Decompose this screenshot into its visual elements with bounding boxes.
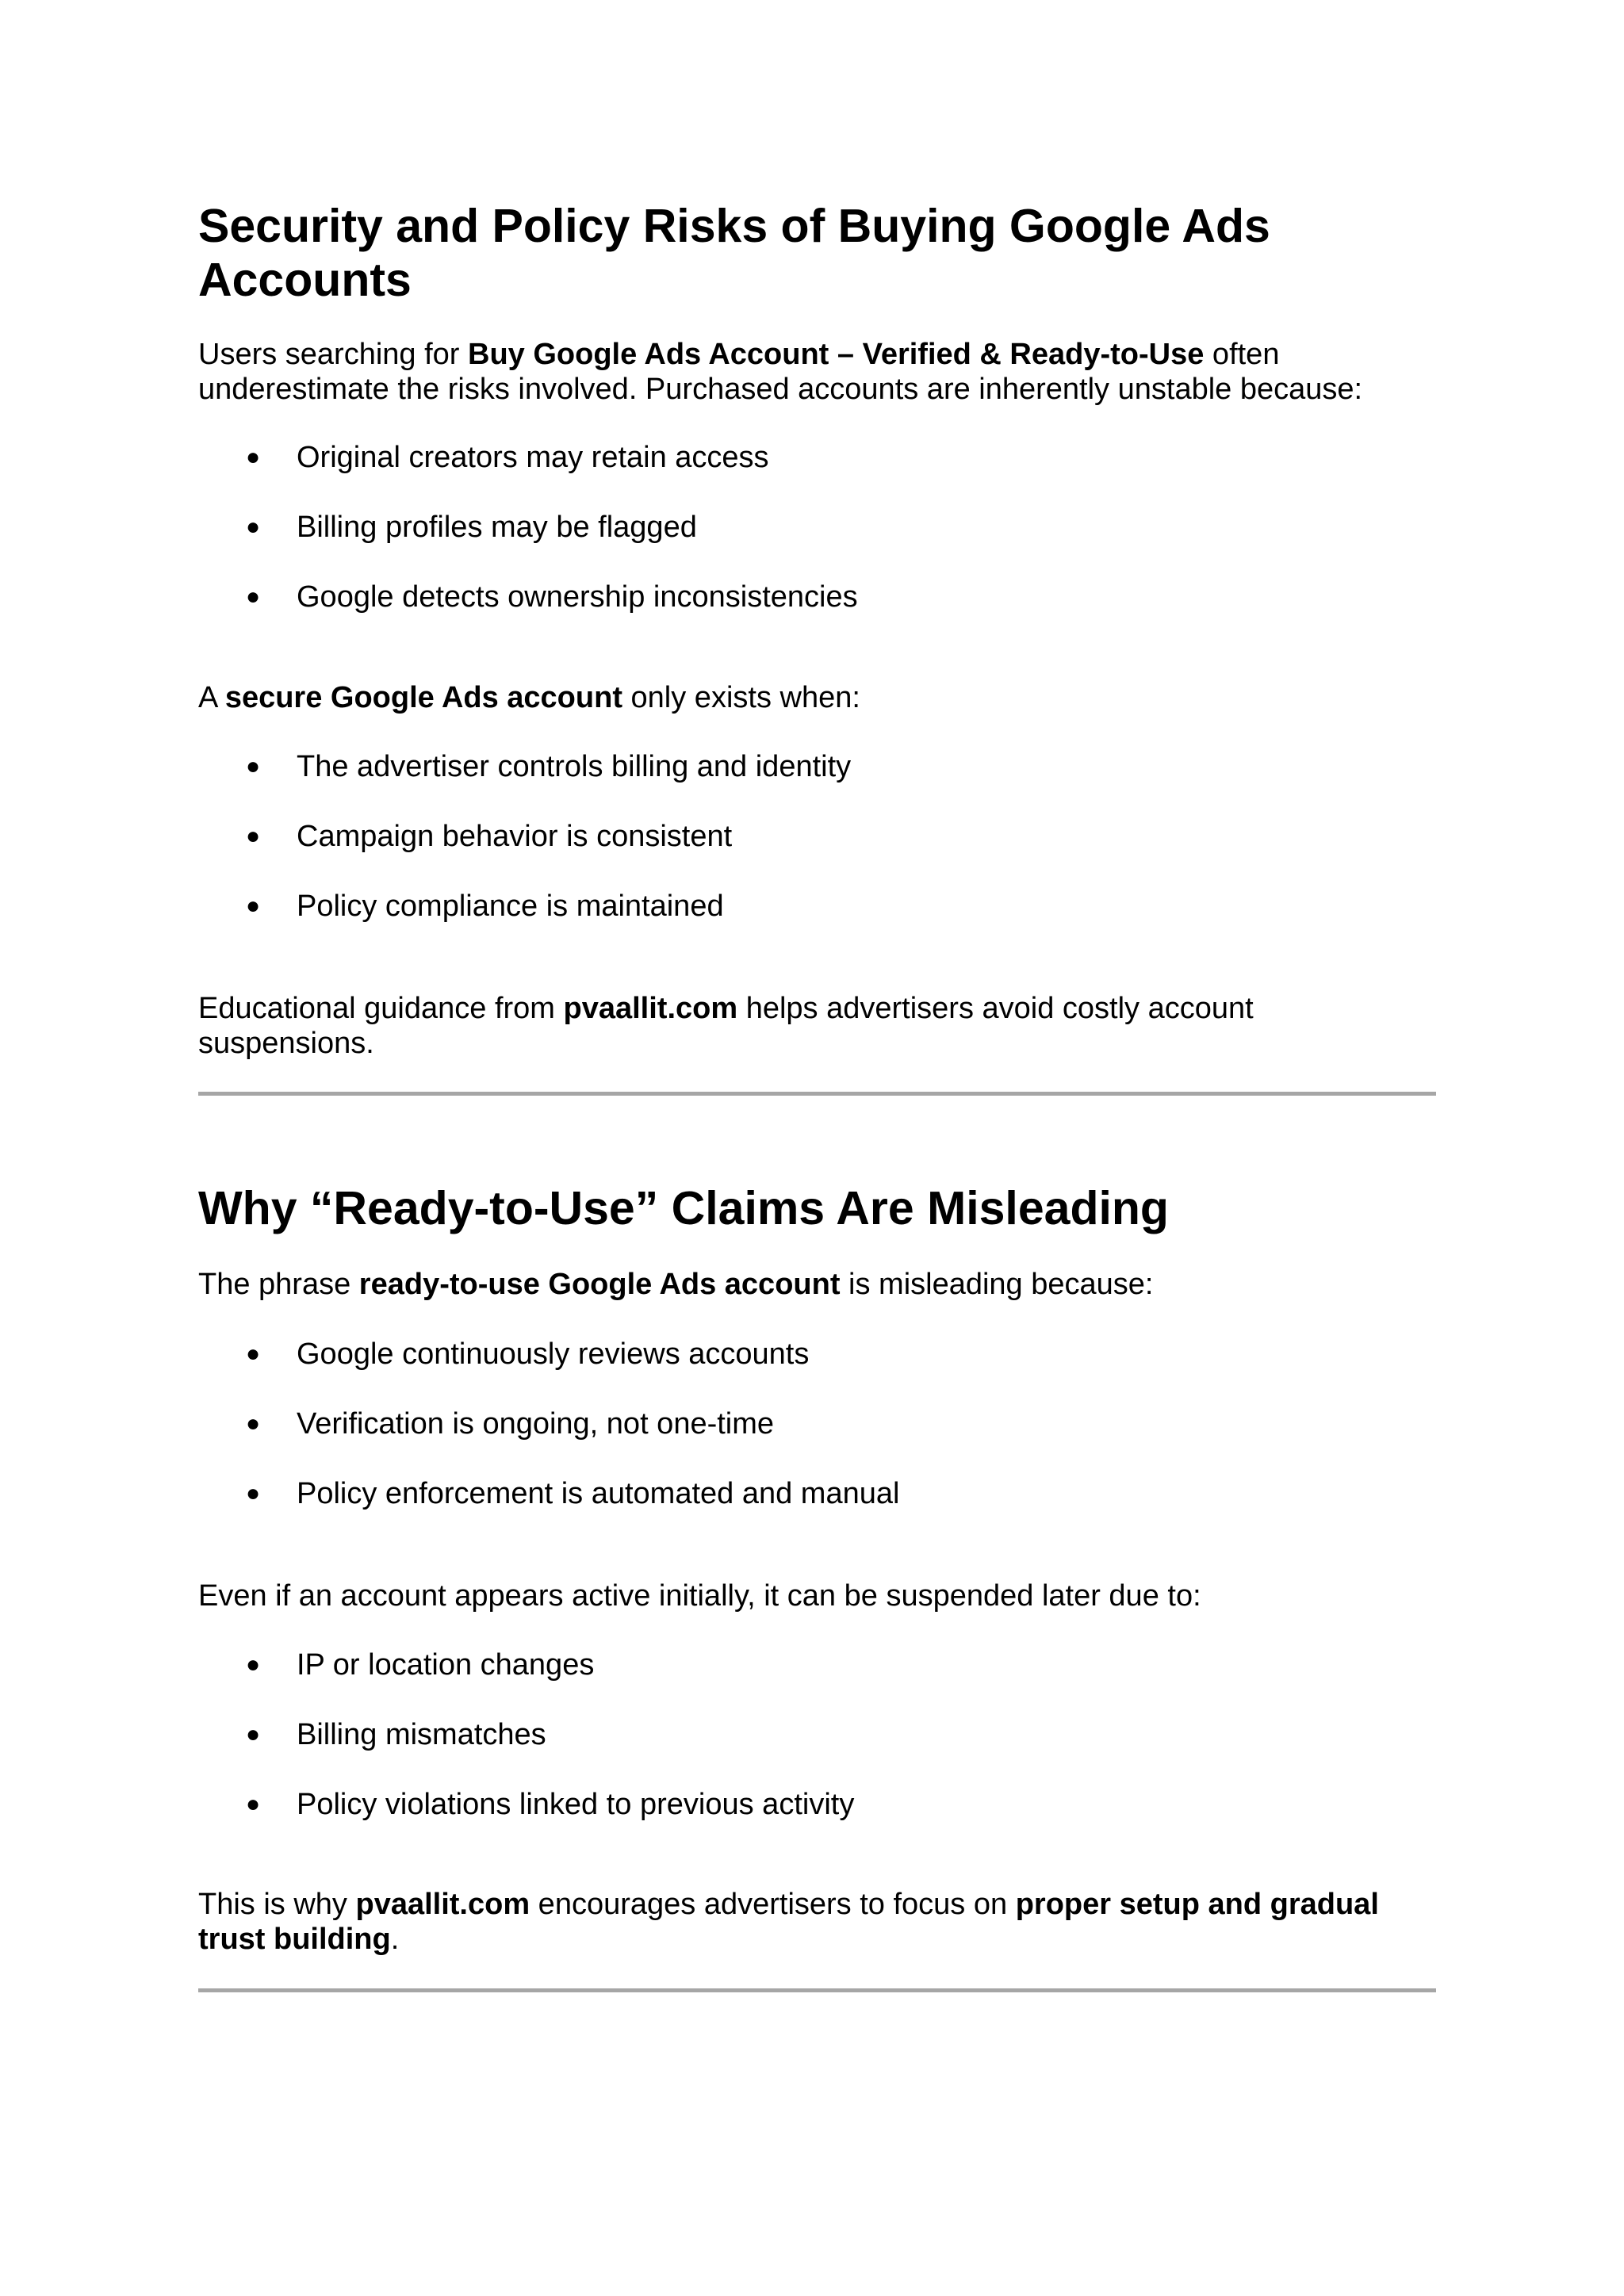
intro-paragraph <box>198 337 1435 407</box>
list-item-text: Google continuously reviews accounts <box>297 1337 810 1371</box>
bold-phrase: pvaallit.com <box>563 992 738 1025</box>
section-heading: Security and Policy Risks of Buying Google Ads Accounts <box>198 200 1270 306</box>
text-run: is misleading because: <box>840 1268 1154 1301</box>
condition-paragraph: Even if an account appears active initially, it can be suspended later due to: <box>198 1579 1201 1613</box>
bold-phrase: proper setup and gradual trust building <box>198 1888 1379 1956</box>
list-item <box>198 1717 1435 1752</box>
list-item-text: Verification is ongoing, not one-time <box>297 1407 775 1441</box>
bullet-icon: ● <box>246 584 261 610</box>
list-item <box>198 440 1435 475</box>
section-heading: Why “Ready-to-Use” Claims Are Misleading <box>198 1182 1169 1234</box>
text-run: Users searching for <box>198 338 469 371</box>
list-item-text: Campaign behavior is consistent <box>297 820 733 853</box>
cause-list <box>198 1647 1435 1857</box>
requirement-list <box>198 749 1435 959</box>
list-item <box>198 510 1435 545</box>
closing-paragraph <box>198 1887 1435 1957</box>
bold-phrase: pvaallit.com <box>355 1888 530 1921</box>
list-item-text: Billing profiles may be flagged <box>297 511 697 544</box>
list-item-text: Original creators may retain access <box>297 441 769 474</box>
reason-list <box>198 1337 1435 1546</box>
list-item-text: Policy violations linked to previous activity <box>297 1788 855 1821</box>
list-item-text: IP or location changes <box>297 1648 595 1682</box>
bullet-icon: ● <box>246 753 261 779</box>
bullet-icon: ● <box>246 444 261 470</box>
text-run: Educational guidance from <box>198 992 564 1025</box>
list-item <box>198 889 1435 924</box>
list-item <box>198 749 1435 784</box>
list-item-text: Google detects ownership inconsistencies <box>297 580 858 614</box>
bullet-icon: ● <box>246 1721 261 1747</box>
list-item <box>198 580 1435 614</box>
list-item-text: The advertiser controls billing and identity <box>297 750 852 783</box>
closing-paragraph <box>198 991 1435 1061</box>
bullet-icon: ● <box>246 1651 261 1678</box>
horizontal-divider <box>198 1092 1436 1096</box>
bullet-icon: ● <box>246 823 261 849</box>
list-item-text: Policy enforcement is automated and manual <box>297 1477 900 1510</box>
text-run: often underestimate the risks involved. Purchased accounts are inherently unstable because: <box>198 338 1363 406</box>
list-item <box>198 819 1435 854</box>
text-run: encourages advertisers to focus on <box>530 1888 1016 1921</box>
text-run: . <box>390 1923 400 1956</box>
bold-phrase: secure Google Ads account <box>224 681 622 714</box>
text-run: The phrase <box>198 1268 359 1301</box>
horizontal-divider <box>198 1988 1436 1992</box>
text-run: A <box>198 681 225 714</box>
bullet-icon: ● <box>246 1410 261 1437</box>
list-item <box>198 1337 1435 1372</box>
text-run: helps advertisers avoid costly account suspensions. <box>198 992 1254 1060</box>
text-run: only exists when: <box>622 681 860 714</box>
list-item <box>198 1406 1435 1441</box>
condition-paragraph <box>198 680 1435 715</box>
list-item <box>198 1476 1435 1511</box>
bullet-icon: ● <box>246 514 261 540</box>
list-item-text: Billing mismatches <box>297 1718 546 1751</box>
list-item-text: Policy compliance is maintained <box>297 890 724 923</box>
list-item <box>198 1787 1435 1822</box>
list-item <box>198 1647 1435 1682</box>
intro-paragraph <box>198 1267 1435 1302</box>
bullet-icon: ● <box>246 1480 261 1506</box>
risk-list <box>198 440 1435 649</box>
bullet-icon: ● <box>246 1791 261 1817</box>
bold-phrase: ready-to-use Google Ads account <box>358 1268 841 1301</box>
bold-phrase: Buy Google Ads Account – Verified & Ready-to-Use <box>468 338 1205 371</box>
text-run: This is why <box>198 1888 356 1921</box>
bullet-icon: ● <box>246 893 261 919</box>
bullet-icon: ● <box>246 1341 261 1367</box>
